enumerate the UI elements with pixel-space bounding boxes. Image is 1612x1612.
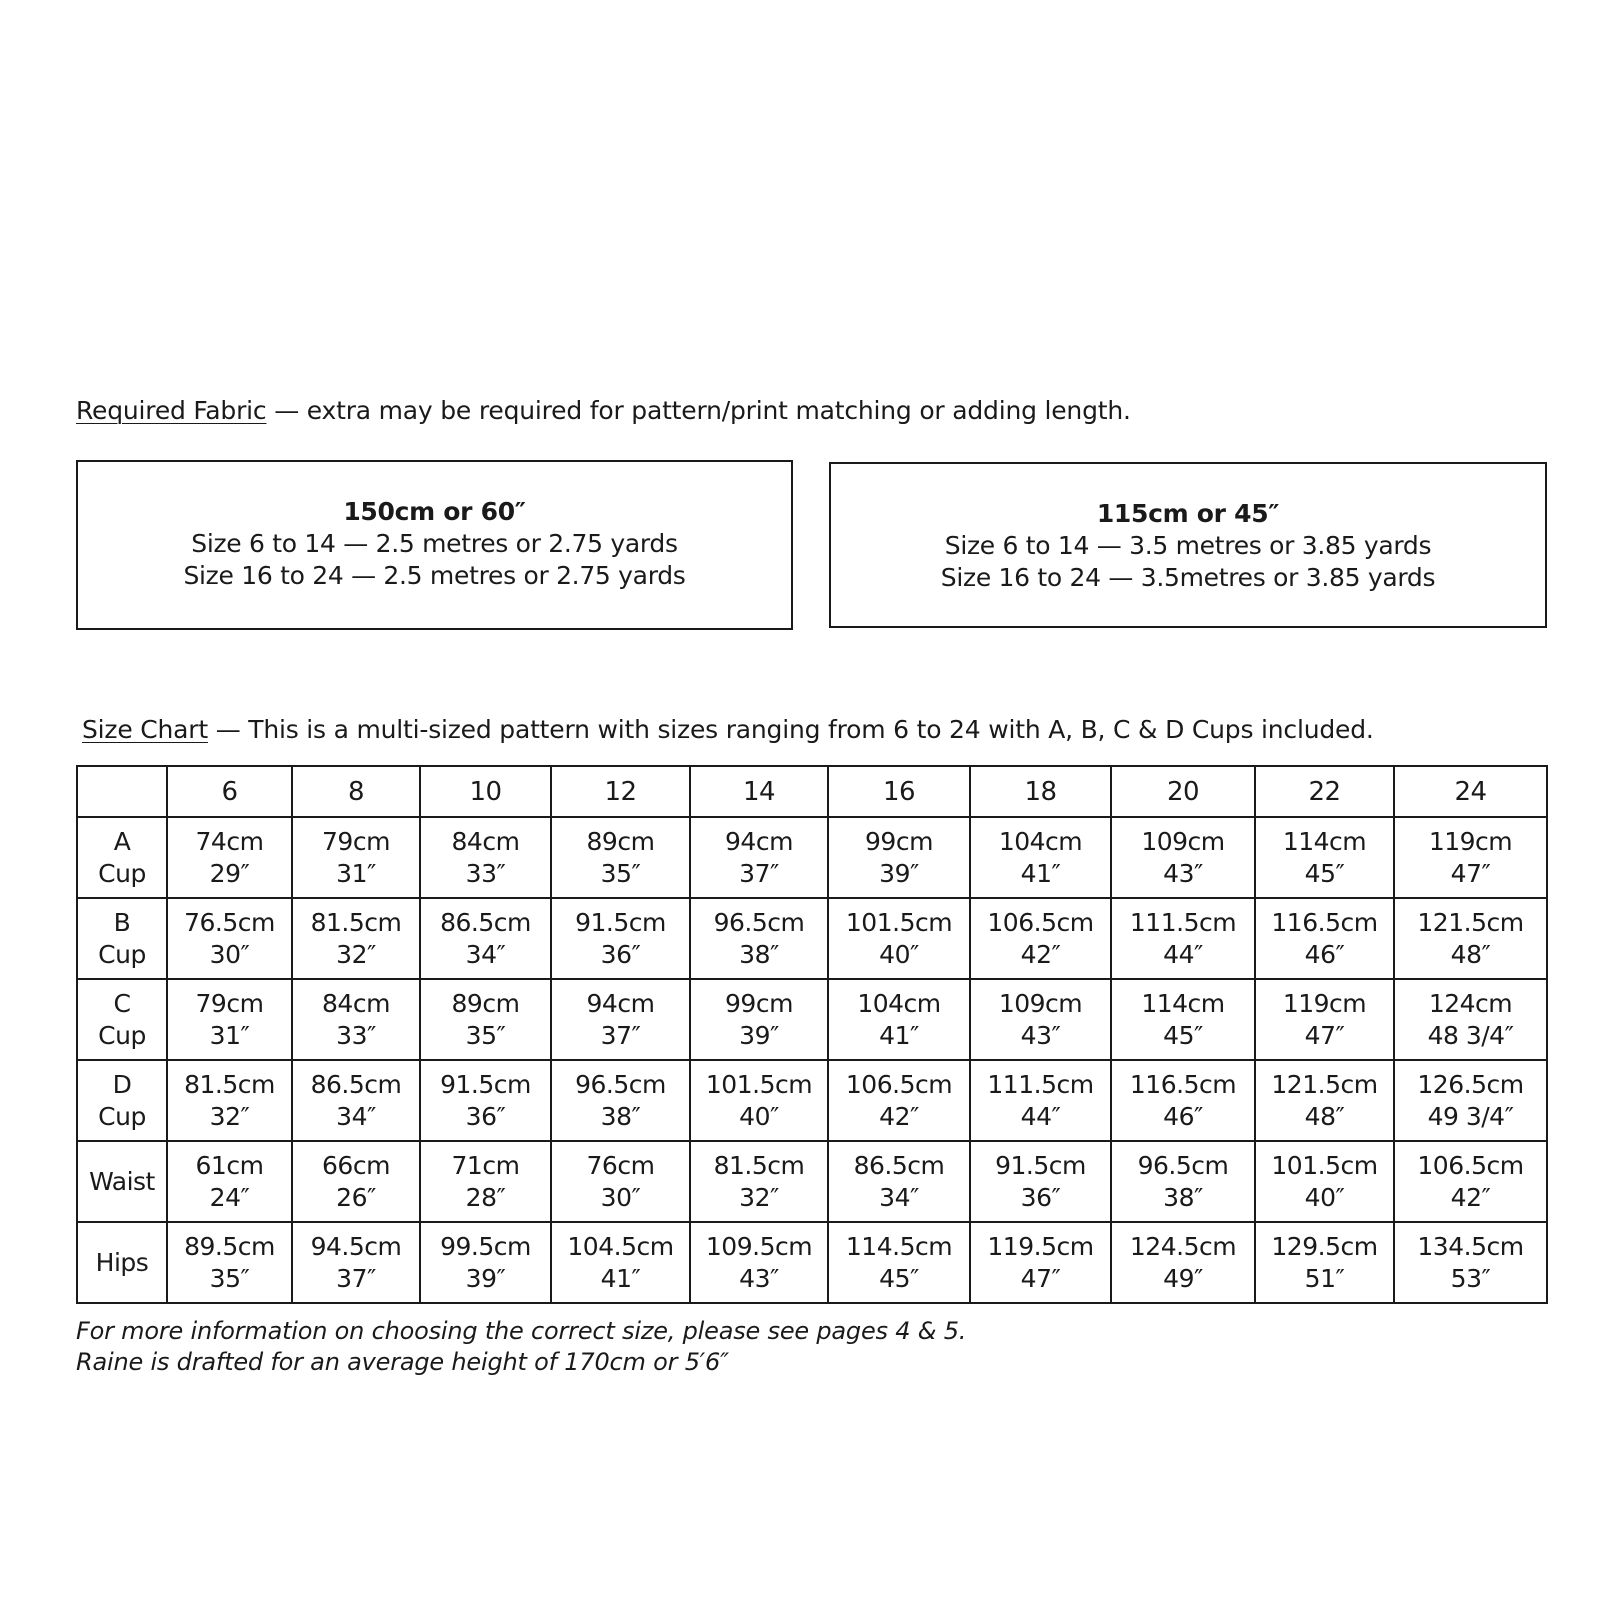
value-inches: 49″ (1163, 1263, 1203, 1293)
measurement-cell (828, 1141, 970, 1222)
value-inches: 41″ (879, 1020, 919, 1050)
measurement-cell (828, 979, 970, 1060)
value-inches: 44″ (1163, 939, 1203, 969)
value-cm: 79cm (195, 988, 264, 1018)
size-chart-heading-text: — This is a multi-sized pattern with sizes ranging from 6 to 24 with A, B, C & D Cups included. (207, 715, 1374, 744)
measurement-cell (420, 1222, 551, 1303)
value-inches: 40″ (879, 939, 919, 969)
value-cm: 114.5cm (845, 1231, 953, 1261)
size-header: 22 (1255, 766, 1394, 817)
fabric-yardage-small-sizes: Size 6 to 14 — 2.5 metres or 2.75 yards (191, 529, 678, 558)
value-inches: 43″ (1020, 1020, 1061, 1050)
value-cm: 86.5cm (440, 907, 531, 937)
measurement-cell (551, 817, 690, 898)
fabric-yardage-small-sizes: Size 6 to 14 — 3.5 metres or 3.85 yards (944, 531, 1432, 560)
measurement-cell (1111, 979, 1255, 1060)
value-inches: 42″ (879, 1101, 919, 1131)
measurement-cell (551, 1141, 690, 1222)
measurement-cell (690, 1060, 828, 1141)
value-cm: 99cm (865, 826, 933, 856)
value-cm: 111.5cm (987, 1069, 1094, 1099)
value-inches: 49 3/4″ (1427, 1101, 1514, 1131)
value-cm: 81.5cm (310, 907, 402, 937)
value-inches: 30″ (209, 939, 250, 969)
row-label-line: Cup (98, 1020, 146, 1050)
fabric-width: 150cm or 60″ (343, 497, 526, 526)
value-inches: 38″ (739, 939, 779, 969)
value-inches: 32″ (336, 939, 376, 969)
measurement-cell (690, 979, 828, 1060)
value-cm: 89cm (586, 826, 655, 856)
measurement-cell (690, 898, 828, 979)
value-cm: 121.5cm (1271, 1069, 1378, 1099)
value-inches: 47″ (1304, 1020, 1345, 1050)
measurement-cell (167, 1222, 292, 1303)
measurement-row (77, 1060, 1547, 1141)
fabric-heading (76, 396, 1131, 425)
measurement-cell (970, 898, 1111, 979)
measurement-cell (167, 898, 292, 979)
value-cm: 91.5cm (575, 907, 666, 937)
value-inches: 35″ (209, 1263, 250, 1293)
value-inches: 36″ (465, 1101, 506, 1131)
measurement-cell (828, 1060, 970, 1141)
size-notes (76, 1316, 966, 1378)
measurement-cell (970, 1060, 1111, 1141)
measurement-cell (1255, 1222, 1394, 1303)
value-inches: 37″ (739, 858, 779, 888)
measurement-cell (292, 1060, 420, 1141)
measurement-cell (292, 1141, 420, 1222)
value-cm: 126.5cm (1417, 1069, 1524, 1099)
value-inches: 45″ (879, 1263, 919, 1293)
size-chart-heading-label: Size Chart (82, 715, 208, 744)
measurement-row (77, 979, 1547, 1060)
value-inches: 34″ (879, 1182, 919, 1212)
measurement-cell (1255, 898, 1394, 979)
value-inches: 48″ (1450, 939, 1491, 969)
size-header-row (77, 766, 1547, 817)
measurement-cell (292, 898, 420, 979)
row-label-line: B (113, 907, 131, 937)
row-label (77, 817, 167, 898)
note-more-info: For more information on choosing the correct size, please see pages 4 & 5. (76, 1317, 967, 1345)
value-inches: 51″ (1304, 1263, 1345, 1293)
value-cm: 121.5cm (1417, 907, 1524, 937)
fabric-width: 115cm or 45″ (1096, 499, 1280, 528)
value-inches: 41″ (600, 1263, 641, 1293)
value-inches: 47″ (1450, 858, 1491, 888)
measurement-cell (1255, 1141, 1394, 1222)
value-inches: 31″ (209, 1020, 250, 1050)
value-inches: 42″ (1020, 939, 1061, 969)
measurement-cell (1111, 1222, 1255, 1303)
value-inches: 48″ (1304, 1101, 1345, 1131)
value-cm: 71cm (451, 1150, 520, 1180)
value-cm: 104cm (857, 988, 941, 1018)
measurement-cell (1255, 1060, 1394, 1141)
measurement-cell (420, 817, 551, 898)
value-cm: 111.5cm (1129, 907, 1237, 937)
value-cm: 104cm (998, 826, 1083, 856)
measurement-cell (1111, 817, 1255, 898)
value-inches: 43″ (739, 1263, 779, 1293)
measurement-cell (690, 817, 828, 898)
value-inches: 24″ (209, 1182, 250, 1212)
value-inches: 38″ (1163, 1182, 1203, 1212)
value-inches: 37″ (336, 1263, 376, 1293)
measurement-cell (690, 1141, 828, 1222)
value-cm: 119cm (1282, 988, 1367, 1018)
value-cm: 86.5cm (853, 1150, 945, 1180)
value-cm: 91.5cm (440, 1069, 531, 1099)
value-cm: 134.5cm (1417, 1231, 1524, 1261)
value-cm: 101.5cm (1271, 1150, 1378, 1180)
fabric-yardage-large-sizes: Size 16 to 24 — 3.5metres or 3.85 yards (940, 563, 1436, 592)
value-inches: 42″ (1450, 1182, 1491, 1212)
row-label (77, 1141, 167, 1222)
value-inches: 37″ (600, 1020, 641, 1050)
value-cm: 66cm (322, 1150, 390, 1180)
size-header: 10 (420, 766, 551, 817)
value-inches: 40″ (739, 1101, 779, 1131)
measurement-row (77, 817, 1547, 898)
fabric-heading-label: Required Fabric (76, 396, 267, 425)
value-inches: 34″ (465, 939, 506, 969)
measurement-cell (292, 1222, 420, 1303)
measurement-cell (690, 1222, 828, 1303)
value-inches: 30″ (600, 1182, 641, 1212)
measurement-cell (551, 979, 690, 1060)
measurement-cell (828, 1222, 970, 1303)
measurement-cell (970, 979, 1111, 1060)
measurement-cell (828, 817, 970, 898)
measurement-cell (167, 817, 292, 898)
size-chart-heading (82, 715, 1374, 744)
value-inches: 31″ (336, 858, 376, 888)
size-header: 6 (167, 766, 292, 817)
value-cm: 99.5cm (440, 1231, 531, 1261)
value-cm: 91.5cm (995, 1150, 1086, 1180)
value-inches: 45″ (1304, 858, 1345, 888)
value-inches: 43″ (1163, 858, 1203, 888)
row-label-line: Cup (98, 1101, 146, 1131)
value-cm: 81.5cm (184, 1069, 275, 1099)
value-cm: 94.5cm (310, 1231, 402, 1261)
measurement-cell (970, 817, 1111, 898)
value-inches: 32″ (209, 1101, 250, 1131)
value-cm: 86.5cm (310, 1069, 402, 1099)
measurement-cell (551, 1222, 690, 1303)
size-chart-table (76, 765, 1548, 1304)
value-cm: 109.5cm (705, 1231, 813, 1261)
row-label-line: A (113, 826, 131, 856)
value-cm: 76cm (586, 1150, 655, 1180)
value-inches: 29″ (209, 858, 250, 888)
value-cm: 101.5cm (705, 1069, 813, 1099)
measurement-cell (1394, 1060, 1547, 1141)
measurement-cell (420, 979, 551, 1060)
value-cm: 74cm (195, 826, 264, 856)
row-label (77, 1222, 167, 1303)
value-cm: 84cm (451, 826, 520, 856)
value-cm: 109cm (998, 988, 1083, 1018)
value-inches: 40″ (1304, 1182, 1345, 1212)
measurement-cell (420, 1060, 551, 1141)
value-inches: 35″ (600, 858, 641, 888)
value-inches: 33″ (336, 1020, 376, 1050)
measurement-row (77, 898, 1547, 979)
measurement-cell (970, 1222, 1111, 1303)
value-cm: 119.5cm (987, 1231, 1094, 1261)
row-label-line: D (112, 1069, 132, 1099)
measurement-cell (1111, 898, 1255, 979)
value-cm: 106.5cm (987, 907, 1094, 937)
size-header: 20 (1111, 766, 1255, 817)
measurement-cell (828, 898, 970, 979)
value-cm: 114cm (1141, 988, 1225, 1018)
value-inches: 44″ (1020, 1101, 1061, 1131)
value-cm: 124cm (1428, 988, 1513, 1018)
measurement-cell (1255, 979, 1394, 1060)
corner-cell (77, 766, 167, 817)
value-cm: 96.5cm (575, 1069, 666, 1099)
size-header: 16 (828, 766, 970, 817)
value-cm: 106.5cm (845, 1069, 953, 1099)
value-cm: 106.5cm (1417, 1150, 1524, 1180)
value-cm: 76.5cm (184, 907, 275, 937)
value-cm: 89cm (451, 988, 520, 1018)
value-cm: 99cm (725, 988, 793, 1018)
row-label-line: Cup (98, 858, 146, 888)
value-inches: 39″ (879, 858, 919, 888)
measurement-cell (1394, 1141, 1547, 1222)
measurement-cell (1255, 817, 1394, 898)
row-label (77, 979, 167, 1060)
measurement-cell (167, 979, 292, 1060)
fabric-heading-text: — extra may be required for pattern/print matching or adding length. (266, 396, 1131, 425)
fabric-yardage-large-sizes: Size 16 to 24 — 2.5 metres or 2.75 yards (183, 561, 686, 590)
measurement-cell (420, 898, 551, 979)
value-inches: 46″ (1163, 1101, 1203, 1131)
measurement-cell (1394, 898, 1547, 979)
value-cm: 101.5cm (845, 907, 953, 937)
value-inches: 41″ (1020, 858, 1061, 888)
measurement-cell (1111, 1060, 1255, 1141)
value-inches: 32″ (739, 1182, 779, 1212)
value-inches: 53″ (1450, 1263, 1491, 1293)
value-cm: 84cm (322, 988, 390, 1018)
measurement-cell (167, 1141, 292, 1222)
value-inches: 46″ (1304, 939, 1345, 969)
value-cm: 129.5cm (1271, 1231, 1378, 1261)
value-inches: 26″ (336, 1182, 376, 1212)
value-inches: 39″ (739, 1020, 779, 1050)
row-label-line: Hips (95, 1247, 149, 1277)
size-header: 14 (690, 766, 828, 817)
value-cm: 109cm (1141, 826, 1225, 856)
row-label-line: C (113, 988, 131, 1018)
value-inches: 39″ (465, 1263, 506, 1293)
measurement-cell (420, 1141, 551, 1222)
value-cm: 104.5cm (567, 1231, 674, 1261)
size-header: 18 (970, 766, 1111, 817)
size-header: 12 (551, 766, 690, 817)
value-inches: 36″ (600, 939, 641, 969)
row-label (77, 898, 167, 979)
value-cm: 124.5cm (1129, 1231, 1237, 1261)
value-cm: 116.5cm (1271, 907, 1378, 937)
value-inches: 28″ (465, 1182, 506, 1212)
measurement-cell (1394, 1222, 1547, 1303)
measurement-cell (1394, 817, 1547, 898)
measurement-row (77, 1222, 1547, 1303)
measurement-cell (292, 817, 420, 898)
value-inches: 48 3/4″ (1427, 1020, 1514, 1050)
value-cm: 94cm (725, 826, 793, 856)
measurement-cell (1394, 979, 1547, 1060)
value-cm: 79cm (322, 826, 390, 856)
row-label-line: Cup (98, 939, 146, 969)
value-inches: 47″ (1020, 1263, 1061, 1293)
note-height: Raine is drafted for an average height of 170cm or 5′6″ (76, 1348, 729, 1376)
value-cm: 61cm (195, 1150, 264, 1180)
measurement-cell (167, 1060, 292, 1141)
value-inches: 45″ (1163, 1020, 1203, 1050)
measurement-cell (551, 1060, 690, 1141)
fabric-box-150cm (76, 460, 793, 630)
row-label (77, 1060, 167, 1141)
value-cm: 119cm (1428, 826, 1513, 856)
measurement-cell (1111, 1141, 1255, 1222)
fabric-box-115cm (829, 462, 1547, 628)
measurement-cell (970, 1141, 1111, 1222)
value-inches: 36″ (1020, 1182, 1061, 1212)
value-inches: 35″ (465, 1020, 506, 1050)
value-cm: 89.5cm (184, 1231, 275, 1261)
value-cm: 96.5cm (713, 907, 805, 937)
value-inches: 33″ (465, 858, 506, 888)
value-cm: 114cm (1282, 826, 1367, 856)
size-header: 24 (1394, 766, 1547, 817)
value-cm: 94cm (586, 988, 655, 1018)
measurement-cell (551, 898, 690, 979)
row-label-line: Waist (89, 1166, 155, 1196)
value-inches: 34″ (336, 1101, 376, 1131)
value-cm: 96.5cm (1137, 1150, 1229, 1180)
value-inches: 38″ (600, 1101, 641, 1131)
value-cm: 81.5cm (713, 1150, 805, 1180)
measurement-row (77, 1141, 1547, 1222)
measurement-cell (292, 979, 420, 1060)
size-header: 8 (292, 766, 420, 817)
value-cm: 116.5cm (1129, 1069, 1237, 1099)
